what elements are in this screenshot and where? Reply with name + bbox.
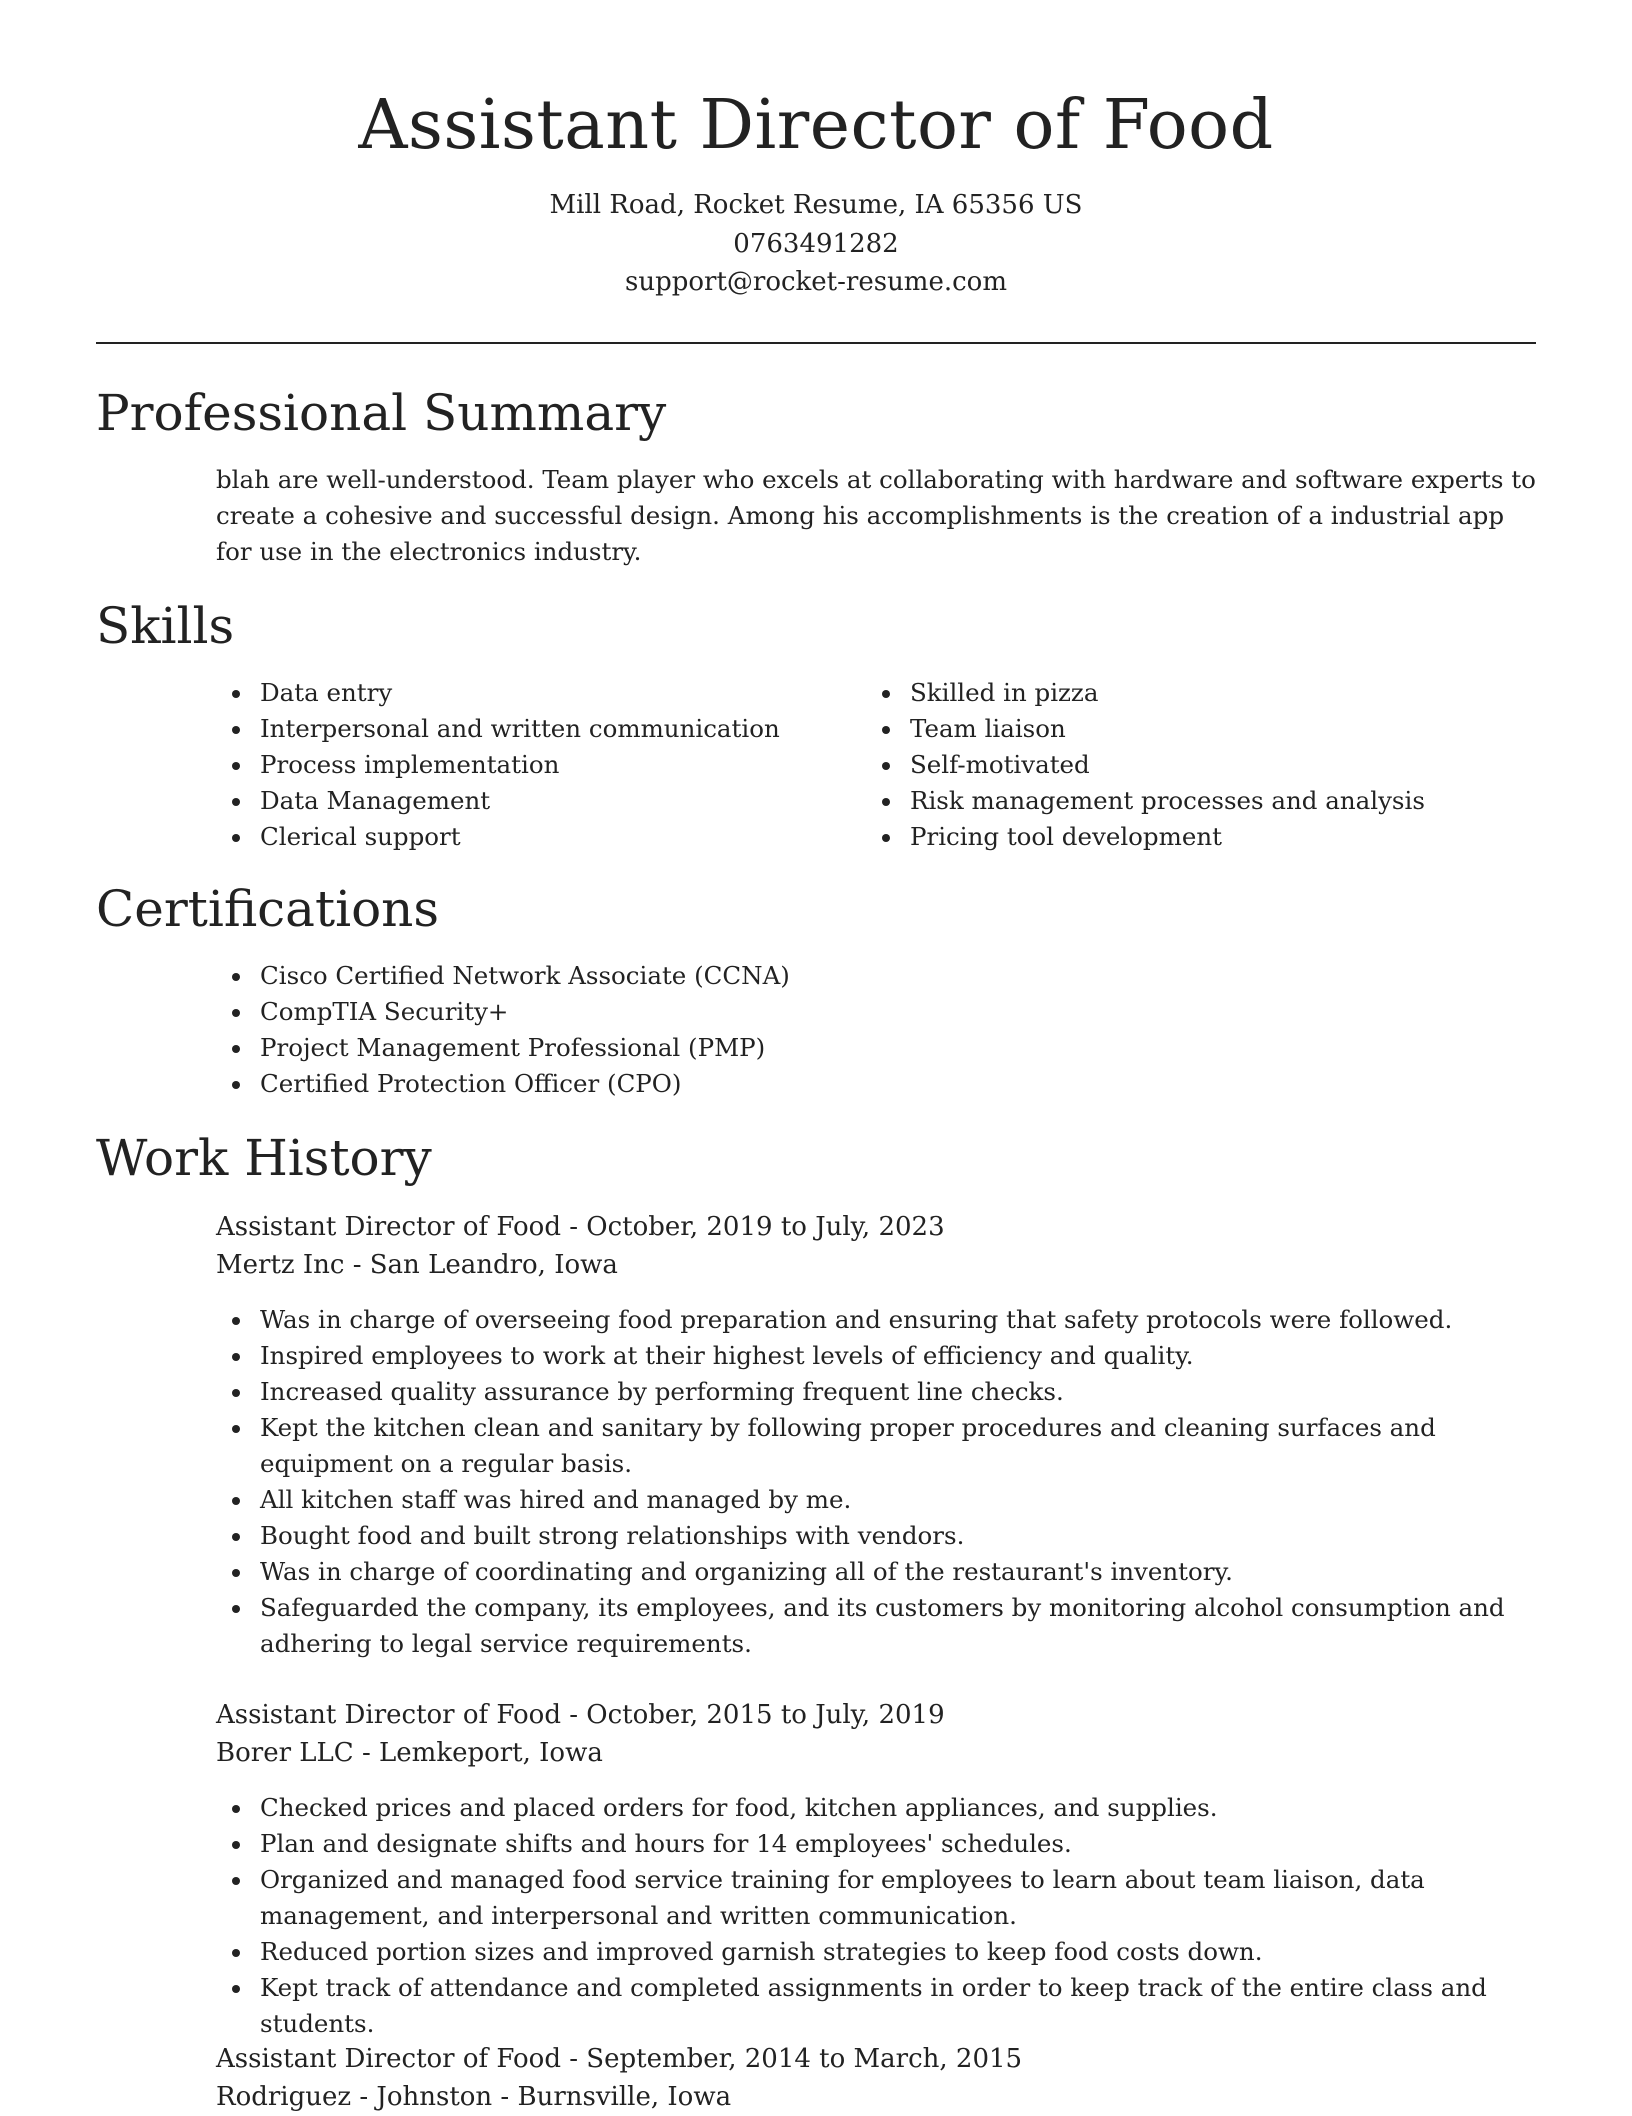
job-bullet-text: Inspired employees to work at their highest levels of efficiency and quality. (260, 1341, 1194, 1370)
job-bullet (216, 1934, 1536, 1970)
header-divider (96, 342, 1536, 344)
job-header (216, 1696, 1536, 1772)
job-bullet-text: All kitchen staff was hired and managed by me. (260, 1485, 852, 1514)
bullet-dot (232, 1533, 240, 1541)
job-bullet-text: Reduced portion sizes and improved garnish strategies to keep food costs down. (260, 1937, 1263, 1966)
certification-text: Cisco Certified Network Associate (CCNA) (260, 961, 790, 990)
job-bullet-text: Plan and designate shifts and hours for 14 employees' schedules. (260, 1829, 1072, 1858)
job-bullet-text: Organized and managed food service training for employees to learn about team liaison, data management, and interpersonal and written communication. (260, 1865, 1425, 1930)
skill-text: Interpersonal and written communication (260, 714, 780, 743)
certification-text: Certified Protection Officer (CPO) (260, 1069, 682, 1098)
resume-header (96, 80, 1536, 302)
job-bullets (216, 1790, 1536, 2042)
certification-item (216, 994, 1536, 1030)
certification-item (216, 1066, 1536, 1102)
job-bullet-text: Was in charge of coordinating and organizing all of the restaurant's inventory. (260, 1557, 1233, 1586)
phone: 0763491282 (733, 228, 899, 259)
job-title-dates: Assistant Director of Food - September, 2014 to March, 2015 (216, 2044, 1023, 2074)
bullet-dot (232, 834, 240, 842)
bullet-dot (232, 973, 240, 981)
certification-item (216, 958, 1536, 994)
bullet-dot (232, 1569, 240, 1577)
job-bullet-text: Increased quality assurance by performing frequent line checks. (260, 1377, 1064, 1406)
skill-item (866, 783, 1536, 819)
job-bullet (216, 1302, 1536, 1338)
job-bullet-text: Safeguarded the company, its employees, and its customers by monitoring alcohol consumption and adhering to legal service requirements. (260, 1593, 1505, 1658)
job-bullet (216, 1826, 1536, 1862)
job-header (216, 2040, 1536, 2116)
job-company-location: Mertz Inc - San Leandro, Iowa (216, 1250, 618, 1280)
bullet-dot (232, 726, 240, 734)
skill-item (216, 819, 856, 855)
bullet-dot (882, 834, 890, 842)
skill-item (866, 747, 1536, 783)
job-company-location: Borer LLC - Lemkeport, Iowa (216, 1738, 603, 1768)
address: Mill Road, Rocket Resume, IA 65356 US (549, 190, 1083, 220)
candidate-name: Assistant Director of Food (358, 86, 1274, 165)
bullet-dot (232, 690, 240, 698)
certification-text: CompTIA Security+ (260, 997, 509, 1026)
bullet-dot (232, 1949, 240, 1957)
job-bullet-text: Bought food and built strong relationships with vendors. (260, 1521, 965, 1550)
skill-item (216, 783, 856, 819)
bullet-dot (232, 1081, 240, 1089)
bullet-dot (232, 1353, 240, 1361)
job-bullet (216, 1554, 1536, 1590)
bullet-dot (882, 726, 890, 734)
job-bullet (216, 1970, 1536, 2042)
skill-text: Risk management processes and analysis (910, 786, 1425, 815)
summary-heading: Professional Summary (96, 384, 667, 442)
skill-text: Process implementation (260, 750, 560, 779)
bullet-dot (232, 1805, 240, 1813)
bullet-dot (882, 762, 890, 770)
job-bullet-text: Was in charge of overseeing food preparation and ensuring that safety protocols were followed. (260, 1305, 1453, 1334)
job-bullet-text: Kept track of attendance and completed assignments in order to keep track of the entire class and students. (260, 1973, 1487, 2038)
email: support@rocket-resume.com (624, 267, 1007, 297)
skill-text: Pricing tool development (910, 822, 1222, 851)
bullet-dot (232, 1877, 240, 1885)
job-title-dates: Assistant Director of Food - October, 2019 to July, 2023 (216, 1212, 945, 1242)
job-bullet (216, 1590, 1536, 1662)
job-title-dates: Assistant Director of Food - October, 2015 to July, 2019 (216, 1700, 945, 1730)
job-header (216, 1208, 1536, 1284)
bullet-dot (882, 798, 890, 806)
bullet-dot (232, 1425, 240, 1433)
job-bullet (216, 1862, 1536, 1934)
summary-text: blah are well-understood. Team player who excels at collaborating with hardware and software experts to create a cohesive and successful design. Among his accomplishments is the creation of a industrial app for use in the electronics industry. (216, 465, 1536, 566)
bullet-dot (232, 1497, 240, 1505)
job-bullets (216, 1302, 1536, 1662)
contact-info (96, 186, 1536, 302)
bullet-dot (232, 1985, 240, 1993)
skill-text: Self-motivated (910, 750, 1090, 779)
skills-list-right (866, 675, 1536, 855)
skill-item (216, 675, 856, 711)
job-bullet (216, 1410, 1536, 1482)
bullet-dot (232, 1605, 240, 1613)
bullet-dot (232, 798, 240, 806)
job-bullet (216, 1338, 1536, 1374)
skill-text: Clerical support (260, 822, 461, 851)
skill-item (866, 675, 1536, 711)
skills-heading: Skills (96, 597, 235, 655)
job-bullet-text: Checked prices and placed orders for food, kitchen appliances, and supplies. (260, 1793, 1218, 1822)
skill-item (866, 711, 1536, 747)
bullet-dot (232, 1841, 240, 1849)
job-company-location: Rodriguez - Johnston - Burnsville, Iowa (216, 2082, 732, 2112)
bullet-dot (232, 762, 240, 770)
bullet-dot (232, 1009, 240, 1017)
certification-item (216, 1030, 1536, 1066)
job-bullet (216, 1482, 1536, 1518)
work-history-heading: Work History (96, 1129, 432, 1187)
job-bullet (216, 1374, 1536, 1410)
skill-text: Skilled in pizza (910, 678, 1099, 707)
bullet-dot (232, 1389, 240, 1397)
skill-item (216, 711, 856, 747)
skill-text: Data Management (260, 786, 491, 815)
skill-text: Team liaison (910, 714, 1066, 743)
skill-text: Data entry (260, 678, 393, 707)
skill-item (216, 747, 856, 783)
job-bullet (216, 1518, 1536, 1554)
bullet-dot (232, 1317, 240, 1325)
certifications-heading: Certifications (96, 880, 440, 938)
bullet-dot (232, 1045, 240, 1053)
certifications-list (216, 958, 1536, 1102)
skills-list-left (216, 675, 856, 855)
job-bullet-text: Kept the kitchen clean and sanitary by following proper procedures and cleaning surfaces and equipment on a regular basis. (260, 1413, 1436, 1478)
bullet-dot (882, 690, 890, 698)
skill-item (866, 819, 1536, 855)
certification-text: Project Management Professional (PMP) (260, 1033, 766, 1062)
job-bullet (216, 1790, 1536, 1826)
